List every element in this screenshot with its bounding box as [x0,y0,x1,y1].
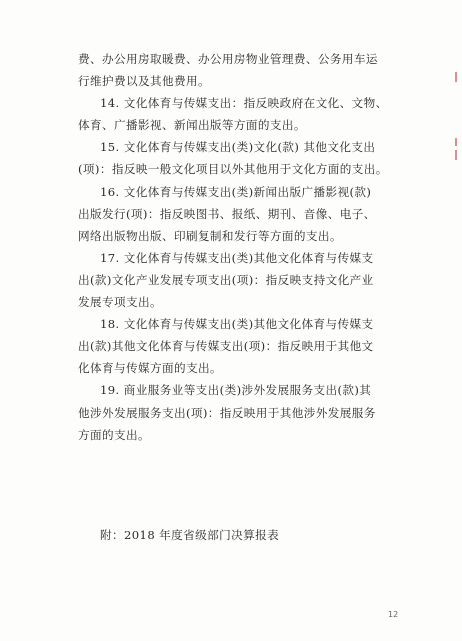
text-line: 17. 文化体育与传媒支出(类)其他文化体育与传媒支 [100,250,374,265]
appendix-note: 附：2018 年度省级部门决算报表 [100,528,280,542]
text-line: 他涉外发展服务支出(项)：指反映用于其他涉外发展服务 [78,405,376,420]
text-line: 体育、广播影视、新闻出版等方面的支出。 [78,118,306,133]
text-line: 15. 文化体育与传媒支出(类)文化(款) 其他文化支出 [100,140,376,155]
text-line: 出(款)其他文化体育与传媒支出(项)：指反映用于其他文 [78,339,374,354]
text-line: 出(款)文化产业发展专项支出(项)：指反映支持文化产业 [78,272,374,287]
page-number: 12 [388,610,399,619]
text-line: 行维护费以及其他费用。 [78,74,210,89]
text-line: 19. 商业服务业等支出(类)涉外发展服务支出(款)其 [100,383,372,398]
text-line: 出版发行(项)：指反映图书、报纸、期刊、音像、电子、 [78,206,376,221]
text-line: (项)：指反映一般文化项目以外其他用于文化方面的支出。 [78,162,388,177]
text-line: 16. 文化体育与传媒支出(类)新闻出版广播影视(款) [100,184,372,199]
text-line: 发展专项支出。 [78,295,162,310]
body-text [78,48,408,446]
text-line: 方面的支出。 [78,427,150,442]
text-line: 费、办公用房取暖费、办公用房物业管理费、公务用车运 [78,52,378,66]
scan-mark [455,138,457,146]
scan-mark [455,150,457,160]
text-line: 14. 文化体育与传媒支出：指反映政府在文化、文物、 [100,96,388,111]
text-line: 化体育与传媒方面的支出。 [78,361,222,376]
text-line: 18. 文化体育与传媒支出(类)其他文化体育与传媒支 [100,317,374,332]
text-line: 网络出版物出版、印刷复制和发行等方面的支出。 [78,228,342,243]
scan-mark [455,72,457,82]
